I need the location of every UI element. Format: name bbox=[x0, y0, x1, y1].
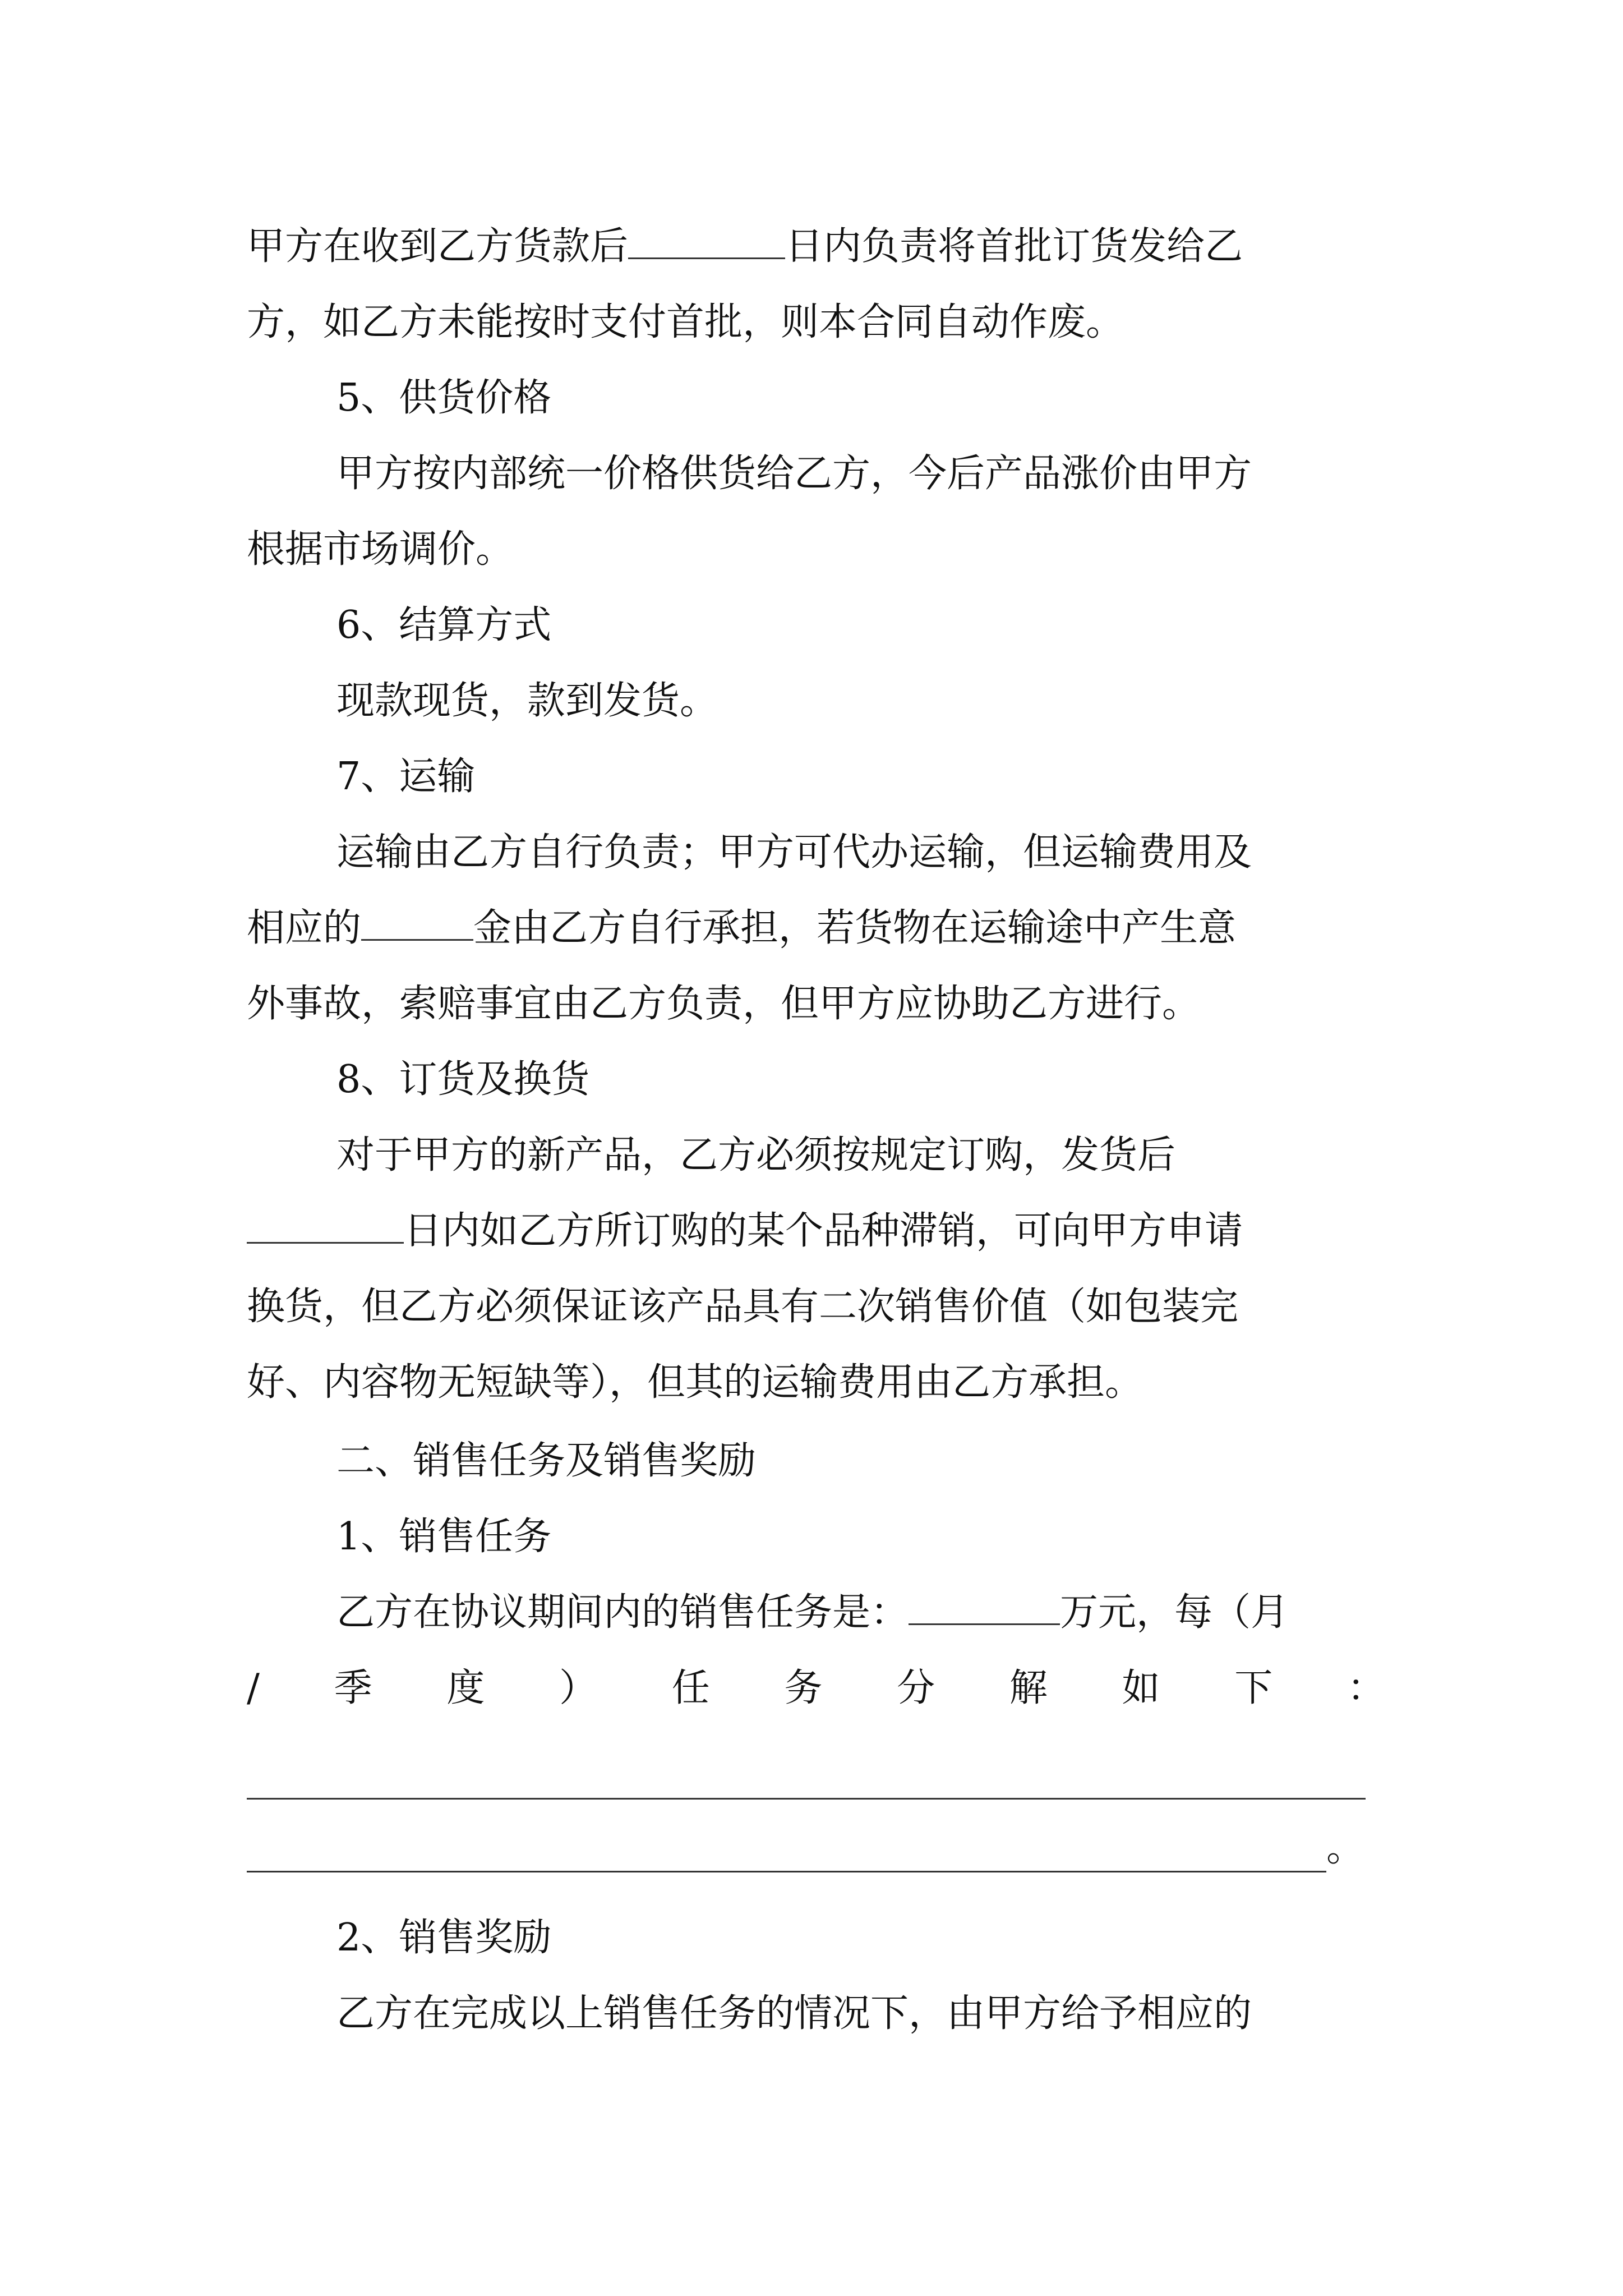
clause-heading: 2、销售奖励 bbox=[336, 1916, 552, 1960]
char: 下 bbox=[1234, 1666, 1273, 1710]
text: 日内负责将首批订货发给乙 bbox=[785, 224, 1243, 269]
paragraph-line: 外事故，索赔事宜由乙方负责，但甲方应协助乙方进行。 bbox=[247, 982, 1201, 1026]
text: 乙方在协议期间内的销售任务是： bbox=[336, 1590, 909, 1635]
char: / bbox=[247, 1666, 260, 1710]
period: 。 bbox=[1326, 1826, 1365, 1870]
char: 任 bbox=[671, 1666, 710, 1710]
clause-heading: 6、结算方式 bbox=[336, 603, 552, 647]
paragraph-line: 方，如乙方未能按时支付首批，则本合同自动作废。 bbox=[247, 300, 1124, 344]
blank-line bbox=[247, 1798, 1366, 1800]
paragraph-line bbox=[247, 1203, 1385, 1259]
char: ： bbox=[1347, 1666, 1385, 1710]
char: 务 bbox=[784, 1666, 823, 1710]
paragraph-line: 好、内容物无短缺等），但其的运输费用由乙方承担。 bbox=[247, 1360, 1144, 1405]
text: 万元，每（月 bbox=[1060, 1590, 1289, 1635]
blank-line bbox=[247, 1871, 1326, 1872]
paragraph-line: 运输由乙方自行负责；甲方可代办运输，但运输费用及 bbox=[336, 830, 1252, 875]
justified-line bbox=[247, 1660, 1385, 1717]
clause-heading: 7、运输 bbox=[336, 754, 476, 799]
paragraph-line bbox=[247, 900, 1385, 956]
char: 解 bbox=[1009, 1666, 1048, 1710]
section-heading: 二、销售任务及销售奖励 bbox=[336, 1439, 757, 1483]
paragraph-line bbox=[247, 219, 1385, 275]
char: 分 bbox=[897, 1666, 935, 1710]
text: 相应的 bbox=[247, 906, 362, 950]
clause-heading: 5、供货价格 bbox=[336, 376, 552, 420]
text: 甲方在收到乙方货款后 bbox=[247, 224, 629, 269]
paragraph-line: 根据市场调价。 bbox=[247, 527, 514, 572]
fill-in-blank bbox=[628, 225, 785, 259]
fill-in-blank bbox=[909, 1591, 1060, 1625]
fill-in-blank bbox=[361, 907, 473, 941]
clause-heading: 8、订货及换货 bbox=[336, 1057, 590, 1102]
char: 季 bbox=[334, 1666, 372, 1710]
clause-heading: 1、销售任务 bbox=[336, 1515, 552, 1559]
char: 度 bbox=[446, 1666, 485, 1710]
char: 如 bbox=[1122, 1666, 1160, 1710]
text: 金由乙方自行承担，若货物在运输途中产生意 bbox=[473, 906, 1237, 950]
paragraph-line: 乙方在完成以上销售任务的情况下，由甲方给予相应的 bbox=[336, 1991, 1252, 2036]
paragraph-line: 甲方按内部统一价格供货给乙方，今后产品涨价由甲方 bbox=[336, 452, 1252, 496]
paragraph-line: 现款现货，款到发货。 bbox=[336, 679, 718, 723]
fill-in-blank bbox=[247, 1209, 404, 1244]
text: 日内如乙方所订购的某个品种滞销，可向甲方申请 bbox=[404, 1209, 1243, 1253]
char: ） bbox=[559, 1666, 598, 1710]
paragraph-line: 对于甲方的新产品，乙方必须按规定订购，发货后 bbox=[336, 1133, 1176, 1177]
paragraph-line bbox=[336, 1585, 1385, 1641]
paragraph-line: 换货，但乙方必须保证该产品具有二次销售价值（如包装完 bbox=[247, 1285, 1239, 1329]
